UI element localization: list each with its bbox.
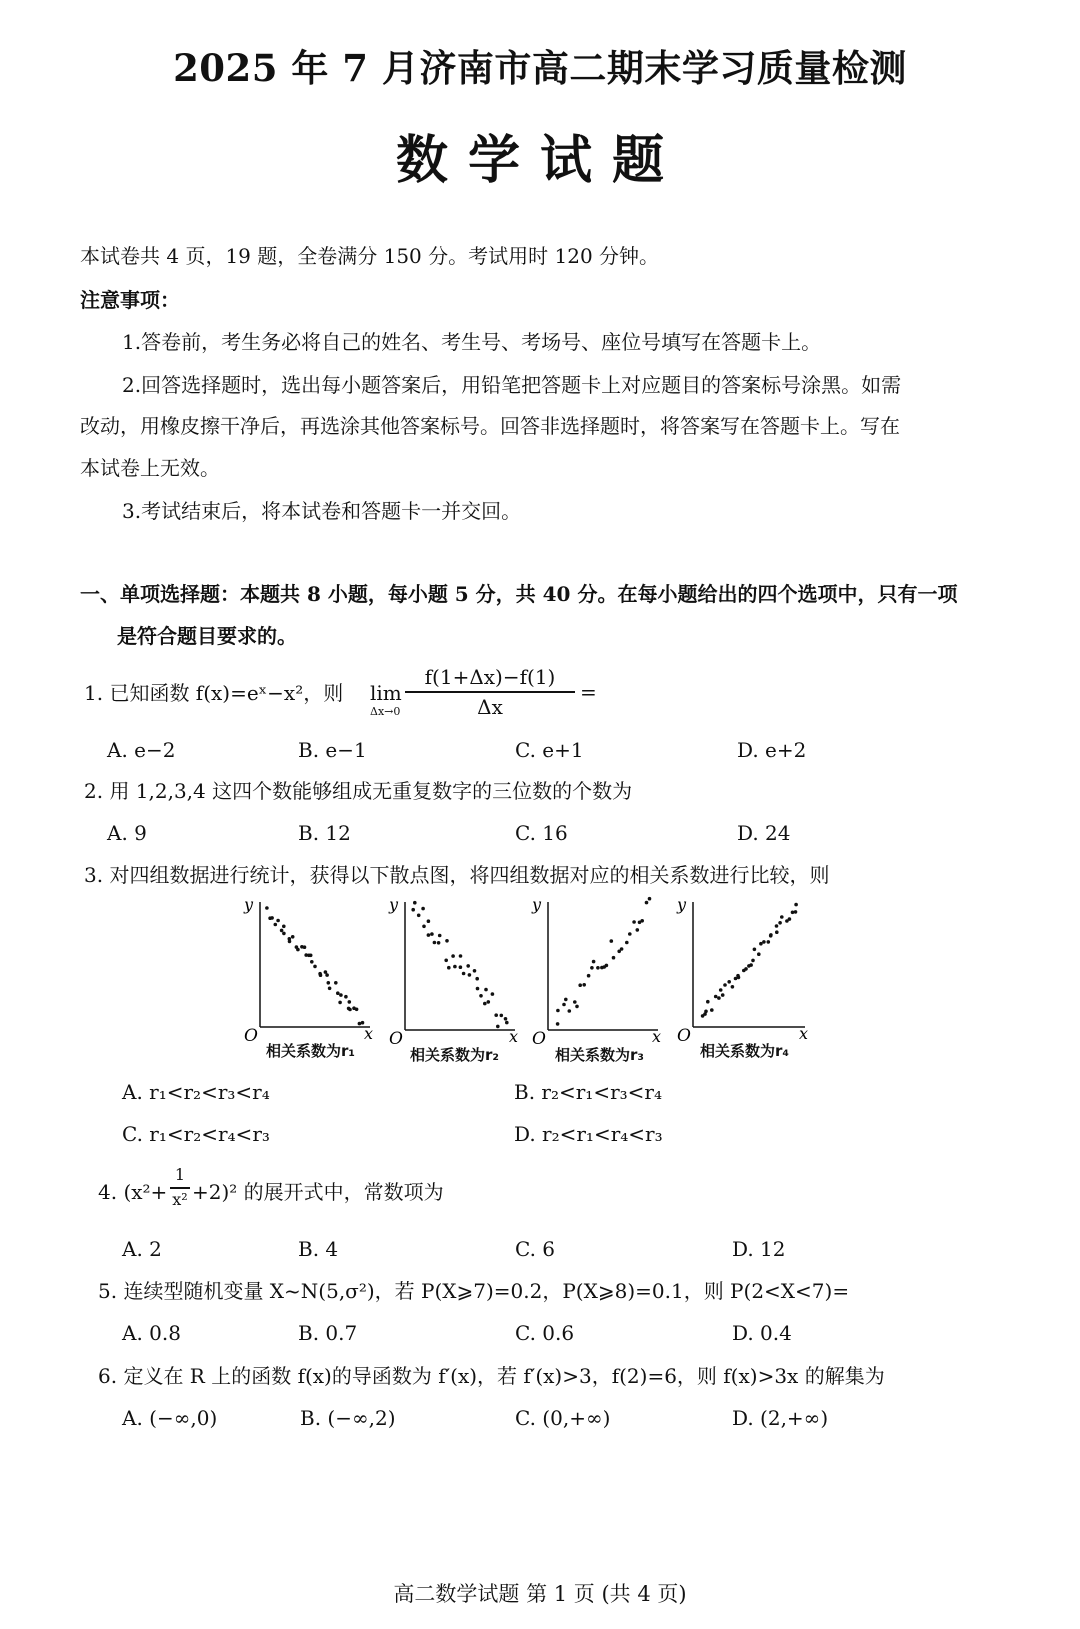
plot-2-point bbox=[453, 965, 457, 969]
plot-3-point bbox=[625, 941, 629, 945]
plot-2-point bbox=[487, 1000, 491, 1004]
notice-item-1: 1.答卷前，考生务必将自己的姓名、考生号、考场号、座位号填写在答题卡上。 bbox=[122, 330, 822, 354]
plot-4-point bbox=[757, 952, 761, 956]
plot-1-origin: O bbox=[244, 1026, 258, 1046]
q1-option-b: B. e−1 bbox=[298, 738, 367, 762]
notice-item-3: 3.考试结束后，将本试卷和答题卡一并交回。 bbox=[122, 499, 522, 523]
q5-option-c: C. 0.6 bbox=[515, 1321, 575, 1345]
q4-option-d: D. 12 bbox=[732, 1237, 786, 1261]
plot-2-point bbox=[421, 907, 425, 911]
plot-4-point bbox=[753, 948, 757, 952]
plot-3-point bbox=[568, 1009, 572, 1013]
q1-numerator: f(1+Δx)−f(1) bbox=[424, 665, 556, 689]
plot-4-point bbox=[731, 985, 735, 989]
q6-option-d: D. (2,+∞) bbox=[732, 1406, 829, 1430]
plot-2-point bbox=[427, 933, 431, 937]
plot-2-y-label: y bbox=[389, 895, 399, 914]
q3-option-a: A. r₁<r₂<r₃<r₄ bbox=[122, 1080, 270, 1104]
plot-1-point bbox=[325, 973, 329, 977]
plot-3-point bbox=[556, 1022, 560, 1026]
q4-option-a: A. 2 bbox=[122, 1237, 162, 1261]
plot-1-x-label: x bbox=[364, 1024, 374, 1043]
plot-4-point bbox=[744, 967, 748, 971]
subject-title: 数学试题 bbox=[395, 130, 684, 191]
plot-4-point bbox=[704, 1010, 708, 1014]
plot-4-point bbox=[719, 988, 723, 992]
plot-2-point bbox=[417, 914, 421, 918]
plot-2-point bbox=[433, 941, 437, 945]
plot-4-point bbox=[759, 942, 763, 946]
notice-item-2-line-2: 改动，用橡皮擦干净后，再选涂其他答案标号。回答非选择题时，将答案写在答题卡上。写在 bbox=[80, 414, 900, 438]
plot-2-point bbox=[430, 932, 434, 936]
plot-1-point bbox=[348, 1008, 352, 1012]
plot-2-point bbox=[459, 965, 463, 969]
plot-1-point bbox=[327, 981, 331, 985]
plot-1-point bbox=[336, 991, 340, 995]
plot-1-point bbox=[282, 925, 286, 929]
plot-3-point bbox=[632, 920, 636, 924]
plot-3-point bbox=[582, 983, 586, 987]
plot-4-point bbox=[721, 993, 725, 997]
plot-3-point bbox=[573, 1000, 577, 1004]
plot-4-point bbox=[710, 1008, 714, 1012]
q2-stem: 2. 用 1,2,3,4 这四个数能够组成无重复数字的三位数的个数为 bbox=[84, 779, 633, 803]
plot-2-label: 相关系数为r₂ bbox=[410, 1046, 499, 1064]
plot-1-y-label: y bbox=[244, 895, 254, 914]
plot-3-point bbox=[612, 956, 616, 960]
plot-4-x-label: x bbox=[799, 1024, 809, 1043]
q6-stem: 6. 定义在 R 上的函数 f(x)的导函数为 f′(x)，若 f′(x)>3，f(2)=6，则 f(x)>3x 的解集为 bbox=[98, 1364, 885, 1388]
plot-4-point bbox=[749, 963, 753, 967]
plot-1-label: 相关系数为r₁ bbox=[266, 1042, 355, 1060]
q6-option-c: C. (0,+∞) bbox=[515, 1406, 611, 1430]
plot-3-point bbox=[575, 1005, 579, 1009]
plot-4-point bbox=[775, 930, 779, 934]
plot-4-point bbox=[706, 1000, 710, 1004]
q5-option-a: A. 0.8 bbox=[122, 1321, 181, 1345]
plot-2-point bbox=[484, 988, 488, 992]
q2-option-c: C. 16 bbox=[515, 821, 568, 845]
plot-3-point bbox=[578, 983, 582, 987]
plot-2-point bbox=[473, 969, 477, 973]
q3-stem: 3. 对四组数据进行统计，获得以下散点图，将四组数据对应的相关系数进行比较，则 bbox=[84, 863, 830, 887]
plot-1-point bbox=[344, 995, 348, 999]
plot-1-point bbox=[313, 965, 317, 969]
plot-2-point bbox=[483, 1002, 487, 1006]
plot-4-point bbox=[780, 915, 784, 919]
q1-denominator: Δx bbox=[477, 695, 503, 719]
plot-3-point bbox=[587, 974, 591, 978]
plot-2-point bbox=[445, 939, 449, 943]
plot-3-point bbox=[628, 932, 632, 936]
plot-2-point bbox=[462, 972, 466, 976]
plot-4-point bbox=[794, 903, 798, 907]
plot-1-point bbox=[328, 987, 332, 991]
plot-1-point bbox=[280, 929, 284, 933]
q5-option-b: B. 0.7 bbox=[298, 1321, 358, 1345]
plot-3-point bbox=[645, 901, 649, 905]
plot-1-point bbox=[355, 1008, 359, 1012]
plot-2-point bbox=[437, 941, 441, 945]
plot-1-point bbox=[309, 954, 313, 958]
plot-2-point bbox=[438, 934, 442, 938]
q1-equals: = bbox=[580, 680, 597, 704]
plot-1-point bbox=[282, 932, 286, 936]
q3-option-b: B. r₂<r₁<r₃<r₄ bbox=[514, 1080, 662, 1104]
plot-2-point bbox=[459, 954, 463, 958]
q1-option-d: D. e+2 bbox=[737, 738, 807, 762]
q1-stem: 1. 已知函数 f(x)=eˣ−x²，则 bbox=[84, 681, 344, 705]
plot-4-point bbox=[788, 917, 792, 921]
plot-2-point bbox=[451, 954, 455, 958]
q4-frac-numerator: 1 bbox=[174, 1165, 186, 1184]
plot-1-point bbox=[288, 940, 292, 944]
q4-frac-denominator: x² bbox=[172, 1190, 188, 1209]
plot-3-point bbox=[620, 947, 624, 951]
plot-4-point bbox=[769, 934, 773, 938]
plot-2-point bbox=[427, 919, 431, 923]
q5-stem: 5. 连续型随机变量 X~N(5,σ²)，若 P(X⩾7)=0.2，P(X⩾8)=0.1，则 P(2<X<7)= bbox=[98, 1279, 850, 1303]
plot-4-point bbox=[775, 924, 779, 928]
page-footer: 高二数学试题 第 1 页 (共 4 页) bbox=[393, 1582, 687, 1606]
plot-4-point bbox=[714, 995, 718, 999]
q2-option-a: A. 9 bbox=[107, 821, 147, 845]
plot-2-point bbox=[468, 973, 472, 977]
q2-option-d: D. 24 bbox=[737, 821, 791, 845]
plot-4-point bbox=[727, 980, 731, 984]
plot-2-point bbox=[475, 977, 479, 981]
plot-4-origin: O bbox=[677, 1026, 691, 1046]
plot-3-point bbox=[610, 939, 614, 943]
plot-2-point bbox=[422, 925, 426, 929]
q3-option-d: D. r₂<r₁<r₄<r₃ bbox=[514, 1122, 663, 1146]
plot-2-point bbox=[413, 901, 417, 905]
q5-option-d: D. 0.4 bbox=[732, 1321, 792, 1345]
notice-item-2-line-3: 本试卷上无效。 bbox=[80, 456, 220, 480]
plot-1-point bbox=[296, 948, 300, 952]
q4-stem-part-2: +2)² 的展开式中，常数项为 bbox=[192, 1180, 444, 1204]
plot-3-point bbox=[640, 919, 644, 923]
plot-1-point bbox=[338, 1001, 342, 1005]
plot-1-point bbox=[348, 1000, 352, 1004]
plot-1-point bbox=[310, 960, 314, 964]
plot-3-point bbox=[592, 960, 596, 964]
exam-summary: 本试卷共 4 页，19 题，全卷满分 150 分。考试用时 120 分钟。 bbox=[80, 244, 660, 268]
plot-3-y-label: y bbox=[532, 895, 542, 914]
q6-option-a: A. (−∞,0) bbox=[122, 1406, 218, 1430]
plot-4-point bbox=[778, 921, 782, 925]
plot-4-point bbox=[794, 910, 798, 914]
plot-2-point bbox=[466, 964, 470, 968]
q4-option-b: B. 4 bbox=[298, 1237, 339, 1261]
plot-2-point bbox=[505, 1021, 509, 1025]
q3-option-c: C. r₁<r₂<r₄<r₃ bbox=[122, 1122, 270, 1146]
plot-3-point bbox=[648, 897, 652, 901]
plot-4-label: 相关系数为r₄ bbox=[700, 1042, 789, 1060]
q6-option-b: B. (−∞,2) bbox=[300, 1406, 396, 1430]
plot-2-point bbox=[479, 994, 483, 998]
plot-2-point bbox=[476, 987, 480, 991]
plot-3-point bbox=[596, 966, 600, 970]
plot-2-point bbox=[504, 1017, 508, 1021]
plot-2-point bbox=[411, 908, 415, 912]
notice-heading: 注意事项： bbox=[80, 288, 180, 312]
plot-2-point bbox=[500, 1014, 504, 1018]
plot-3-point bbox=[564, 998, 568, 1002]
plot-2-x-label: x bbox=[509, 1027, 519, 1046]
q1-lim: lim bbox=[370, 681, 402, 705]
q1-option-c: C. e+1 bbox=[515, 738, 584, 762]
exam-title: 2025 年 7 月济南市高二期末学习质量检测 bbox=[173, 46, 907, 90]
q4-fraction-bar bbox=[170, 1187, 190, 1189]
plot-1-point bbox=[270, 916, 274, 920]
plot-4-point bbox=[736, 974, 740, 978]
plot-1-point bbox=[358, 1022, 362, 1026]
notice-item-2-line-1: 2.回答选择题时，选出每小题答案后，用铅笔把答题卡上对应题目的答案标号涂黑。如需 bbox=[122, 373, 902, 397]
plot-4-point bbox=[717, 996, 721, 1000]
plot-3-label: 相关系数为r₃ bbox=[555, 1046, 644, 1064]
plot-2-point bbox=[494, 1013, 498, 1017]
plot-4-point bbox=[723, 983, 727, 987]
q1-option-a: A. e−2 bbox=[107, 738, 176, 762]
plot-1-point bbox=[276, 919, 280, 923]
plot-3-point bbox=[556, 1009, 560, 1013]
plot-2-point bbox=[496, 1025, 500, 1029]
q4-stem-part-1: 4. (x²+ bbox=[98, 1180, 168, 1204]
plot-2-origin: O bbox=[389, 1029, 403, 1049]
plot-4-y-label: y bbox=[677, 895, 687, 914]
plot-1-point bbox=[339, 993, 343, 997]
plot-1-point bbox=[274, 923, 278, 927]
plot-1-point bbox=[265, 906, 269, 910]
plot-1-point bbox=[318, 972, 322, 976]
plot-1-point bbox=[303, 945, 307, 949]
plot-3-point bbox=[590, 966, 594, 970]
plot-4-point bbox=[762, 940, 766, 944]
plot-3-origin: O bbox=[532, 1029, 546, 1049]
q2-option-b: B. 12 bbox=[298, 821, 351, 845]
section-heading-line-2: 是符合题目要求的。 bbox=[117, 624, 297, 648]
q1-lim-subscript: Δx→0 bbox=[370, 705, 401, 718]
plot-1-point bbox=[291, 935, 295, 939]
plot-1-point bbox=[334, 981, 338, 985]
plot-4-point bbox=[767, 940, 771, 944]
plot-2-point bbox=[491, 992, 495, 996]
plot-2-point bbox=[447, 966, 451, 970]
plot-3-x-label: x bbox=[652, 1027, 662, 1046]
plot-4-point bbox=[751, 959, 755, 963]
plot-3-point bbox=[562, 1003, 566, 1007]
plot-2-point bbox=[444, 959, 448, 963]
plot-3-point bbox=[605, 964, 609, 968]
section-heading-line-1: 一、单项选择题：本题共 8 小题，每小题 5 分，共 40 分。在每小题给出的四个选项中，只有一项 bbox=[80, 582, 958, 606]
plot-3-point bbox=[636, 928, 640, 932]
plot-1-point bbox=[361, 1021, 365, 1025]
q4-option-c: C. 6 bbox=[515, 1237, 556, 1261]
